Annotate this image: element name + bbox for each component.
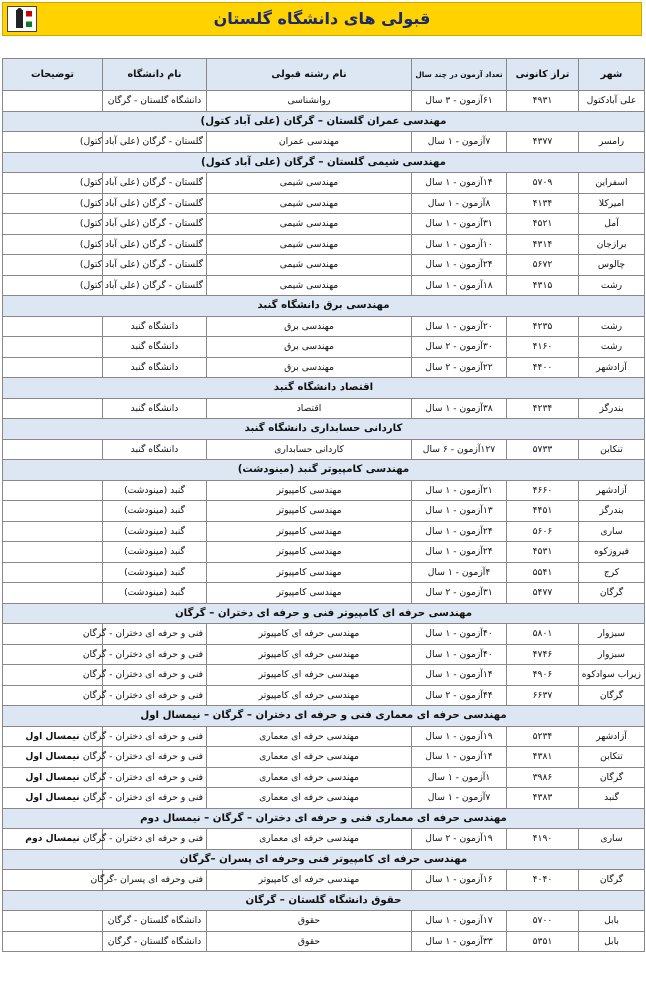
cell-major: مهندسی برق [207, 316, 412, 337]
section-label: مهندسی عمران گلستان – گرگان (علی آباد کتول) [3, 111, 645, 132]
cell-taraz: ۵۸۰۱ [507, 624, 579, 645]
cell-university: فنی وحرفه ای پسران -گرگان [103, 870, 207, 891]
cell-university: گلستان - گرگان (علی آباد کتول) [103, 132, 207, 153]
cell-university: فنی و حرفه ای دختران - گرگان [103, 829, 207, 850]
cell-city: آزادشهر [579, 480, 645, 501]
section-header-row [3, 849, 645, 870]
section-header-row [3, 603, 645, 624]
results-table [2, 58, 645, 952]
cell-taraz: ۴۲۳۵ [507, 316, 579, 337]
cell-city: رشت [579, 337, 645, 358]
table-row [3, 829, 645, 850]
cell-city: رشت [579, 316, 645, 337]
table-row [3, 747, 645, 768]
cell-major: مهندسی شیمی [207, 275, 412, 296]
cell-major: مهندسی حرفه ای کامپیوتر [207, 685, 412, 706]
cell-notes [3, 521, 103, 542]
cell-university: فنی و حرفه ای دختران - گرگان [103, 665, 207, 686]
cell-exams: ۲۲آزمون - ۲ سال [412, 357, 507, 378]
cell-major: مهندسی حرفه ای معماری [207, 788, 412, 809]
cell-exams: ۳۱آزمون - ۱ سال [412, 214, 507, 235]
cell-taraz: ۵۷۳۳ [507, 439, 579, 460]
cell-major: مهندسی حرفه ای معماری [207, 726, 412, 747]
cell-major: مهندسی کامپیوتر [207, 480, 412, 501]
cell-exams: ۱۸آزمون - ۱ سال [412, 275, 507, 296]
table-row [3, 255, 645, 276]
cell-exams: ۱۹آزمون - ۱ سال [412, 726, 507, 747]
section-label: مهندسی حرفه ای کامپیوتر فنی وحرفه ای پسران –گرگان [3, 849, 645, 870]
table-row [3, 870, 645, 891]
table-row [3, 931, 645, 952]
cell-major: مهندسی حرفه ای معماری [207, 829, 412, 850]
cell-city: بابل [579, 931, 645, 952]
cell-notes [3, 542, 103, 563]
cell-city: بندرگز [579, 398, 645, 419]
header-exams: تعداد آزمون در چند سال [412, 59, 507, 91]
cell-taraz: ۵۷۰۰ [507, 911, 579, 932]
cell-major: مهندسی کامپیوتر [207, 583, 412, 604]
cell-notes [3, 501, 103, 522]
cell-exams: ۱۴آزمون - ۱ سال [412, 747, 507, 768]
cell-exams: ۱۲۷آزمون - ۶ سال [412, 439, 507, 460]
section-header-row [3, 419, 645, 440]
cell-city: رشت [579, 275, 645, 296]
cell-university: دانشگاه گلستان - گرگان [103, 931, 207, 952]
cell-university: دانشگاه گنبد [103, 337, 207, 358]
table-row [3, 542, 645, 563]
table-row [3, 234, 645, 255]
table-row [3, 562, 645, 583]
section-label: مهندسی برق دانشگاه گنبد [3, 296, 645, 317]
cell-taraz: ۴۶۶۰ [507, 480, 579, 501]
cell-exams: ۳۱آزمون - ۲ سال [412, 583, 507, 604]
cell-taraz: ۴۵۲۱ [507, 214, 579, 235]
table-header-row [3, 59, 645, 91]
cell-exams: ۶۱آزمون - ۳ سال [412, 91, 507, 112]
cell-notes: نیمسال اول [3, 767, 103, 788]
cell-city: گرگان [579, 870, 645, 891]
cell-exams: ۲۴آزمون - ۱ سال [412, 521, 507, 542]
cell-notes [3, 870, 103, 891]
table-row [3, 398, 645, 419]
header-taraz: تراز کانونی [507, 59, 579, 91]
cell-city: برازجان [579, 234, 645, 255]
cell-exams: ۲۱آزمون - ۱ سال [412, 480, 507, 501]
section-label: مهندسی حرفه ای کامپیوتر فنی و حرفه ای دختران – گرگان [3, 603, 645, 624]
cell-major: مهندسی کامپیوتر [207, 521, 412, 542]
cell-exams: ۲۰آزمون - ۱ سال [412, 316, 507, 337]
section-header-row [3, 890, 645, 911]
cell-major: اقتصاد [207, 398, 412, 419]
cell-university: گلستان - گرگان (علی آباد کتول) [103, 234, 207, 255]
table-row [3, 583, 645, 604]
cell-taraz: ۴۷۴۶ [507, 644, 579, 665]
cell-exams: ۷آزمون - ۱ سال [412, 132, 507, 153]
cell-taraz: ۶۶۳۷ [507, 685, 579, 706]
cell-city: تنکابن [579, 747, 645, 768]
section-label: اقتصاد دانشگاه گنبد [3, 378, 645, 399]
cell-city: تنکابن [579, 439, 645, 460]
cell-university: گنبد (مینودشت) [103, 542, 207, 563]
cell-university: دانشگاه گنبد [103, 439, 207, 460]
cell-taraz: ۴۲۳۴ [507, 398, 579, 419]
cell-university: فنی و حرفه ای دختران - گرگان [103, 624, 207, 645]
cell-taraz: ۳۹۸۶ [507, 767, 579, 788]
cell-major: مهندسی کامپیوتر [207, 501, 412, 522]
cell-exams: ۱۴آزمون - ۱ سال [412, 173, 507, 194]
table-row [3, 132, 645, 153]
cell-taraz: ۴۱۳۴ [507, 193, 579, 214]
section-header-row [3, 808, 645, 829]
cell-major: مهندسی شیمی [207, 255, 412, 276]
cell-major: مهندسی حرفه ای کامپیوتر [207, 644, 412, 665]
table-row [3, 480, 645, 501]
cell-city: امیرکلا [579, 193, 645, 214]
table-row [3, 173, 645, 194]
table-row [3, 726, 645, 747]
section-header-row [3, 296, 645, 317]
cell-taraz: ۵۴۷۷ [507, 583, 579, 604]
cell-major: مهندسی شیمی [207, 173, 412, 194]
cell-taraz: ۴۱۹۰ [507, 829, 579, 850]
cell-taraz: ۵۲۳۴ [507, 726, 579, 747]
cell-city: گرگان [579, 583, 645, 604]
cell-taraz: ۵۵۴۱ [507, 562, 579, 583]
cell-notes [3, 316, 103, 337]
section-label: مهندسی کامپیوتر گنبد (مینودشت) [3, 460, 645, 481]
cell-major: مهندسی کامپیوتر [207, 542, 412, 563]
cell-city: گنبد [579, 788, 645, 809]
cell-exams: ۱۰آزمون - ۱ سال [412, 234, 507, 255]
cell-exams: ۴۰آزمون - ۱ سال [412, 624, 507, 645]
cell-exams: ۲۴آزمون - ۱ سال [412, 255, 507, 276]
cell-notes: نیمسال اول [3, 726, 103, 747]
cell-notes [3, 91, 103, 112]
cell-major: کاردانی حسابداری [207, 439, 412, 460]
cell-exams: ۳۰آزمون - ۲ سال [412, 337, 507, 358]
cell-city: ساری [579, 521, 645, 542]
cell-city: چالوس [579, 255, 645, 276]
cell-notes [3, 398, 103, 419]
cell-major: مهندسی حرفه ای معماری [207, 767, 412, 788]
cell-exams: ۳۸آزمون - ۱ سال [412, 398, 507, 419]
section-label: حقوق دانشگاه گلستان – گرگان [3, 890, 645, 911]
cell-exams: ۴آزمون - ۱ سال [412, 562, 507, 583]
cell-university: دانشگاه گنبد [103, 316, 207, 337]
cell-major: مهندسی برق [207, 357, 412, 378]
cell-major: مهندسی شیمی [207, 193, 412, 214]
section-header-row [3, 460, 645, 481]
table-row [3, 644, 645, 665]
table-row [3, 91, 645, 112]
cell-university: گلستان - گرگان (علی آباد کتول) [103, 214, 207, 235]
cell-major: مهندسی شیمی [207, 214, 412, 235]
cell-exams: ۱آزمون - ۱ سال [412, 767, 507, 788]
cell-university: دانشگاه گلستان - گرگان [103, 91, 207, 112]
cell-exams: ۸آزمون - ۱ سال [412, 193, 507, 214]
cell-major: مهندسی حرفه ای معماری [207, 747, 412, 768]
cell-city: گرگان [579, 685, 645, 706]
cell-city: آمل [579, 214, 645, 235]
cell-university: فنی و حرفه ای دختران - گرگان [103, 788, 207, 809]
cell-city: ساری [579, 829, 645, 850]
cell-major: حقوق [207, 911, 412, 932]
cell-major: مهندسی شیمی [207, 234, 412, 255]
table-row [3, 439, 645, 460]
table-row [3, 316, 645, 337]
cell-major: روانشناسی [207, 91, 412, 112]
cell-taraz: ۴۰۴۰ [507, 870, 579, 891]
cell-exams: ۱۹آزمون - ۲ سال [412, 829, 507, 850]
section-label: مهندسی شیمی گلستان – گرگان (علی آباد کتول) [3, 152, 645, 173]
table-body [3, 91, 645, 952]
cell-city: بابل [579, 911, 645, 932]
cell-taraz: ۴۴۵۱ [507, 501, 579, 522]
cell-taraz: ۵۶۷۲ [507, 255, 579, 276]
table-row [3, 767, 645, 788]
cell-taraz: ۴۹۳۱ [507, 91, 579, 112]
cell-university: گلستان - گرگان (علی آباد کتول) [103, 193, 207, 214]
table-row [3, 214, 645, 235]
cell-university: فنی و حرفه ای دختران - گرگان [103, 644, 207, 665]
cell-university: فنی و حرفه ای دختران - گرگان [103, 767, 207, 788]
cell-city: فیروزکوه [579, 542, 645, 563]
cell-city: سبزوار [579, 624, 645, 645]
cell-major: مهندسی عمران [207, 132, 412, 153]
cell-taraz: ۵۷۰۹ [507, 173, 579, 194]
cell-taraz: ۴۳۱۴ [507, 234, 579, 255]
cell-taraz: ۴۱۶۰ [507, 337, 579, 358]
cell-city: آزادشهر [579, 357, 645, 378]
cell-university: دانشگاه گنبد [103, 357, 207, 378]
header-city: شهر [579, 59, 645, 91]
table-row [3, 624, 645, 645]
cell-city: سبزوار [579, 644, 645, 665]
cell-notes [3, 357, 103, 378]
cell-exams: ۳۳آزمون - ۱ سال [412, 931, 507, 952]
cell-major: مهندسی حرفه ای کامپیوتر [207, 624, 412, 645]
cell-city: رامسر [579, 132, 645, 153]
cell-taraz: ۴۳۸۳ [507, 788, 579, 809]
table-row [3, 501, 645, 522]
table-row [3, 193, 645, 214]
logo-icon [7, 6, 37, 32]
cell-university: گنبد (مینودشت) [103, 562, 207, 583]
table-row [3, 788, 645, 809]
section-label: مهندسی حرفه ای معماری فنی و حرفه ای دختران – گرگان – نیمسال دوم [3, 808, 645, 829]
cell-taraz: ۴۳۸۱ [507, 747, 579, 768]
cell-city: زیراب سوادکوه [579, 665, 645, 686]
cell-university: گنبد (مینودشت) [103, 480, 207, 501]
cell-university: فنی و حرفه ای دختران - گرگان [103, 685, 207, 706]
table-row [3, 665, 645, 686]
table-row [3, 357, 645, 378]
cell-notes [3, 439, 103, 460]
cell-exams: ۴۰آزمون - ۱ سال [412, 644, 507, 665]
cell-notes [3, 562, 103, 583]
table-row [3, 337, 645, 358]
cell-notes: نیمسال اول [3, 747, 103, 768]
cell-taraz: ۴۵۳۱ [507, 542, 579, 563]
cell-notes [3, 337, 103, 358]
cell-exams: ۱۴آزمون - ۱ سال [412, 665, 507, 686]
section-header-row [3, 378, 645, 399]
cell-taraz: ۵۶۰۶ [507, 521, 579, 542]
cell-exams: ۱۶آزمون - ۱ سال [412, 870, 507, 891]
cell-university: فنی و حرفه ای دختران - گرگان [103, 747, 207, 768]
cell-city: علی آبادکتول [579, 91, 645, 112]
cell-notes [3, 911, 103, 932]
cell-university: گنبد (مینودشت) [103, 521, 207, 542]
cell-notes [3, 583, 103, 604]
cell-university: گنبد (مینودشت) [103, 583, 207, 604]
cell-taraz: ۴۹۰۶ [507, 665, 579, 686]
table-row [3, 685, 645, 706]
cell-major: مهندسی کامپیوتر [207, 562, 412, 583]
cell-major: حقوق [207, 931, 412, 952]
cell-university: دانشگاه گلستان - گرگان [103, 911, 207, 932]
section-header-row [3, 152, 645, 173]
cell-city: آزادشهر [579, 726, 645, 747]
table-row [3, 275, 645, 296]
table-row [3, 911, 645, 932]
cell-taraz: ۴۳۱۵ [507, 275, 579, 296]
section-header-row [3, 111, 645, 132]
cell-university: گلستان - گرگان (علی آباد کتول) [103, 173, 207, 194]
cell-notes: نیمسال دوم [3, 829, 103, 850]
section-label: کاردانی حسابداری دانشگاه گنبد [3, 419, 645, 440]
cell-university: فنی و حرفه ای دختران - گرگان [103, 726, 207, 747]
header-university: نام دانشگاه [103, 59, 207, 91]
cell-notes [3, 931, 103, 952]
title-banner [2, 2, 642, 36]
cell-exams: ۷آزمون - ۱ سال [412, 788, 507, 809]
cell-exams: ۴۴آزمون - ۲ سال [412, 685, 507, 706]
page-title: قبولی های دانشگاه گلستان [213, 9, 431, 28]
logo-flag-shape [26, 11, 32, 27]
cell-city: گرگان [579, 767, 645, 788]
cell-university: گلستان - گرگان (علی آباد کتول) [103, 275, 207, 296]
cell-university: گلستان - گرگان (علی آباد کتول) [103, 255, 207, 276]
cell-university: گنبد (مینودشت) [103, 501, 207, 522]
cell-notes: نیمسال اول [3, 788, 103, 809]
logo-figure-shape [16, 10, 23, 28]
header-notes: توضیحات [3, 59, 103, 91]
cell-exams: ۱۳آزمون - ۱ سال [412, 501, 507, 522]
section-label: مهندسی حرفه ای معماری فنی و حرفه ای دختران – گرگان – نیمسال اول [3, 706, 645, 727]
cell-major: مهندسی حرفه ای کامپیوتر [207, 870, 412, 891]
cell-taraz: ۵۳۵۱ [507, 931, 579, 952]
table-row [3, 521, 645, 542]
cell-exams: ۲۴آزمون - ۱ سال [412, 542, 507, 563]
cell-major: مهندسی حرفه ای کامپیوتر [207, 665, 412, 686]
cell-exams: ۱۷آزمون - ۱ سال [412, 911, 507, 932]
cell-city: کرج [579, 562, 645, 583]
header-major: نام رشته قبولی [207, 59, 412, 91]
cell-taraz: ۴۴۰۰ [507, 357, 579, 378]
section-header-row [3, 706, 645, 727]
cell-city: بندرگز [579, 501, 645, 522]
cell-major: مهندسی برق [207, 337, 412, 358]
cell-university: دانشگاه گنبد [103, 398, 207, 419]
cell-taraz: ۴۳۷۷ [507, 132, 579, 153]
cell-city: اسفراین [579, 173, 645, 194]
cell-notes [3, 480, 103, 501]
